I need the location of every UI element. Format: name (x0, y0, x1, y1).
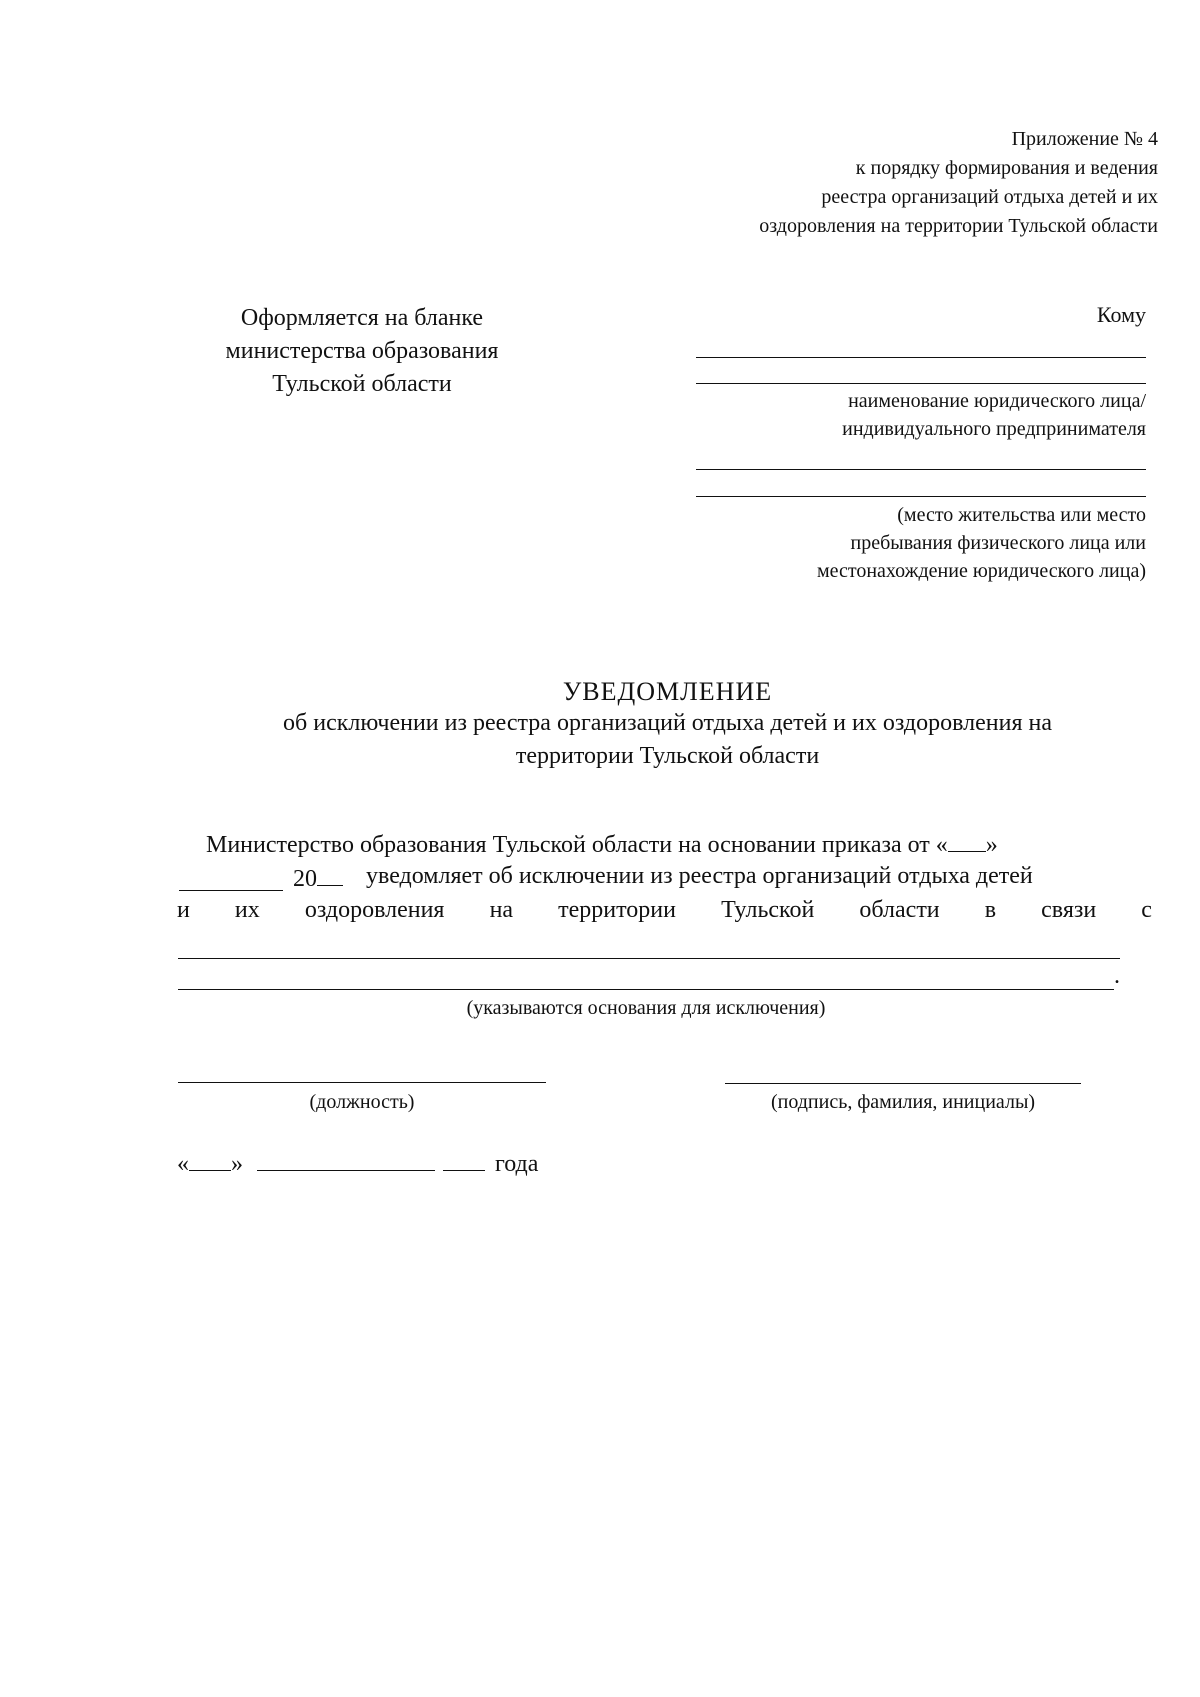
letterhead-note-line-1: Оформляется на бланке (240, 305, 484, 331)
recipient-address-blank-2[interactable] (696, 496, 1146, 497)
document-subtitle-line-1: об исключении из реестра организаций отдыха детей и их оздоровления на (283, 710, 1052, 736)
order-day-blank[interactable] (948, 829, 986, 852)
letterhead-note-line-2: министерства образования (225, 338, 499, 364)
order-year-blank[interactable] (317, 863, 343, 886)
date-day-blank[interactable] (189, 1150, 231, 1171)
reason-blank-1[interactable] (178, 958, 1120, 959)
order-month-blank[interactable] (179, 890, 283, 891)
appendix-block (759, 125, 1158, 241)
body-word: их (234, 897, 260, 923)
body-word: с (1141, 897, 1152, 923)
appendix-line-4: оздоровления на территории Тульской области (759, 215, 1158, 237)
date-open-quote: « (177, 1151, 189, 1177)
body-line-1-close-quote: » (985, 832, 998, 858)
recipient-address-caption-line-1: (место жительства или место (897, 504, 1146, 526)
document-subtitle (150, 707, 1185, 773)
recipient-name-caption-line-2: индивидуального предпринимателя (842, 418, 1146, 440)
date-year-word: года (495, 1151, 539, 1177)
body-line-3 (177, 897, 1152, 924)
body-line-2-text: уведомляет об исключении из реестра организаций отдыха детей (366, 863, 1033, 889)
document-subtitle-line-2: территории Тульской области (515, 743, 820, 769)
recipient-label: Кому (1096, 302, 1146, 327)
body-word: территории (558, 897, 676, 923)
body-word: и (177, 897, 190, 923)
letterhead-note-line-3: Тульской области (272, 371, 452, 397)
body-line-2-year (293, 863, 343, 893)
recipient-name-caption (842, 387, 1146, 443)
recipient-address-blank-1[interactable] (696, 469, 1146, 470)
position-caption: (должность) (309, 1091, 415, 1113)
body-line-1-text: Министерство образования Тульской области на основании приказа от « (206, 832, 948, 858)
body-word: в (984, 897, 997, 923)
date-line (177, 1150, 538, 1178)
recipient-address-caption (817, 501, 1146, 585)
recipient-name-blank-1[interactable] (696, 357, 1146, 358)
body-word: на (489, 897, 514, 923)
body-word: связи (1041, 897, 1097, 923)
letterhead-note (178, 302, 546, 401)
appendix-line-2: к порядку формирования и ведения (855, 157, 1158, 179)
date-month-blank[interactable] (257, 1150, 435, 1171)
reasons-caption: (указываются основания для исключения) (466, 997, 826, 1019)
recipient-name-blank-2[interactable] (696, 383, 1146, 384)
date-year-blank[interactable] (443, 1150, 485, 1171)
signature-caption: (подпись, фамилия, инициалы) (770, 1091, 1036, 1113)
body-line-1 (206, 829, 998, 859)
document-title: УВЕДОМЛЕНИЕ (562, 677, 773, 706)
date-close-quote: » (231, 1151, 243, 1177)
position-blank[interactable] (178, 1082, 546, 1083)
year-prefix: 20 (293, 866, 317, 892)
signature-blank[interactable] (725, 1083, 1081, 1084)
recipient-name-caption-line-1: наименование юридического лица/ (848, 390, 1146, 412)
appendix-number: Приложение № 4 (1011, 128, 1158, 150)
body-word: Тульской (721, 897, 815, 923)
recipient-address-caption-line-2: пребывания физического лица или (850, 532, 1146, 554)
reason-period: . (1114, 963, 1120, 989)
body-word: области (859, 897, 940, 923)
appendix-line-3: реестра организаций отдыха детей и их (821, 186, 1158, 208)
reason-blank-2[interactable] (178, 989, 1114, 990)
body-word: оздоровления (304, 897, 445, 923)
recipient-address-caption-line-3: местонахождение юридического лица) (816, 560, 1146, 582)
